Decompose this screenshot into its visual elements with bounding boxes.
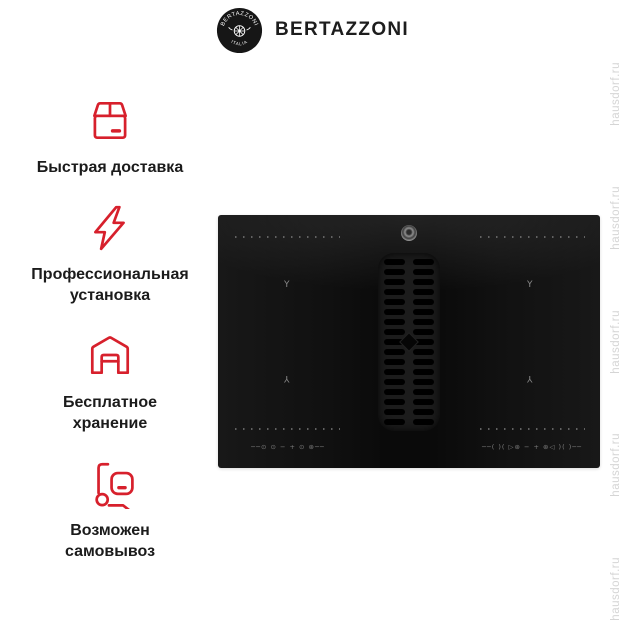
cooking-zone-dots xyxy=(480,428,585,430)
package-icon xyxy=(85,96,135,146)
touch-controls-right: ──( )( ▷⊛ − + ⊛◁ )( )── xyxy=(481,443,583,451)
watermark-text: hausdorf.ru xyxy=(610,433,622,498)
header xyxy=(0,0,625,60)
watermark-text: hausdorf.ru xyxy=(610,62,622,126)
benefit-label: Бесплатное хранение xyxy=(63,394,157,432)
watermark-text: hausdorf.ru xyxy=(610,309,622,374)
benefit-label: Быстрая доставка xyxy=(36,159,184,176)
watermark-text: hausdorf.ru xyxy=(610,185,622,250)
pan-position-marker: Y xyxy=(527,280,533,290)
pan-position-marker: Y xyxy=(527,373,533,383)
cooking-zone-dots xyxy=(235,236,340,238)
touch-controls-left: ──⊙ ⊙ − + ⊙ ⊛── xyxy=(251,443,325,451)
warehouse-icon xyxy=(85,331,135,381)
logo-italia-text: ITALIA xyxy=(230,38,249,46)
cooking-zone-dots xyxy=(480,236,585,238)
cooking-zone-dots xyxy=(235,428,340,430)
logo-ring-text: BERTAZZONI xyxy=(220,10,259,27)
bertazzoni-badge-icon xyxy=(401,225,417,241)
benefit-free-storage xyxy=(35,331,185,434)
watermark-column xyxy=(608,62,624,621)
benefit-professional-install xyxy=(21,203,199,306)
pan-position-marker: Y xyxy=(284,373,290,383)
watermark-text: hausdorf.ru xyxy=(610,557,622,621)
product-image-hob xyxy=(218,215,600,468)
benefit-pickup xyxy=(35,459,185,562)
lightning-icon xyxy=(85,203,135,253)
bertazzoni-logo-icon xyxy=(216,7,263,54)
benefits-sidebar xyxy=(0,60,220,587)
handtruck-icon xyxy=(85,459,135,509)
benefit-fast-delivery xyxy=(37,96,183,178)
hood-vent-grille xyxy=(378,253,440,431)
benefit-label: Возможен самовывоз xyxy=(64,522,156,560)
brand-name: BERTAZZONI xyxy=(274,19,410,40)
benefit-label: Профессиональная установка xyxy=(31,266,189,304)
pan-position-marker: Y xyxy=(284,280,290,290)
